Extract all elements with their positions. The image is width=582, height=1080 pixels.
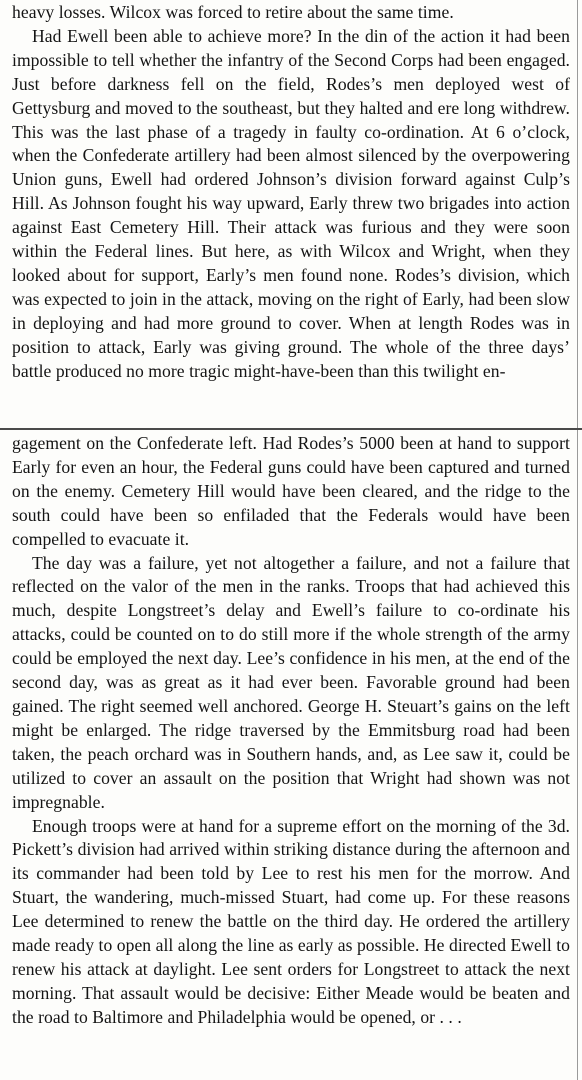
bottom-text-section [12,432,570,1030]
page-edge-rule [577,0,578,1080]
paragraph-failure: The day was a failure, yet not altogether a failure, and not a failure that reflected on the valor of the men in the ranks. Troops that had achieved this much, despite Longstreet’s delay and Ewell’s failure to co-ordinate his attacks, could be counted on to do still more if the whole strength of the army could be employed the next day. Lee’s confidence in his men, at the end of the second day, was as great as it had ever been. Favorable ground had been gained. The right seemed well anchored. George H. Steuart’s gains on the left might be enlarged. The ridge traversed by the Emmitsburg road had been taken, the peach orchard was in Southern hands, and, as Lee saw it, could be utilized to cover an assault on the position that Wright had shown was not impregnable. [12,552,570,812]
paragraph-ewell: Had Ewell been able to achieve more? In the din of the action it had been impossible to tell whether the infantry of the Second Corps had been engaged. Just before darkness fell on the field, Rodes’s men deployed west of Gettysburg and moved to the southeast, but they halted and ere long withdrew. This was the last phase of a tragedy in faulty co-ordination. At 6 o’clock, when the Confederate artillery had been almost silenced by the overpowering Union guns, Ewell had ordered Johnson’s division forward against Culp’s Hill. As Johnson fought his way upward, Early threw two brigades into action against East Cemetery Hill. Their attack was furious and they were soon within the Federal lines. But here, as with Wilcox and Wright, when they looked about for support, Early’s men found none. Rodes’s division, which was expected to join in the attack, moving on the right of Early, had been slow in deploying and had more ground to cover. When at length Rodes was in position to attack, Early was giving ground. The whole of the three days’ battle produced no more tragic might-have-been than this twilight en- [12,25,570,381]
top-text-section [12,0,570,384]
paragraph-continuation: heavy losses. Wilcox was forced to retire about the same time. [12,2,454,22]
paragraph-engagement: gagement on the Confederate left. Had Rodes’s 5000 been at hand to support Early for even an hour, the Federal guns could have been captured and turned on the enemy. Cemetery Hill would have been cleared, and the ridge to the south could have been so enfiladed that the Federals would have been compelled to evacuate it. [12,433,570,549]
paragraph-troops: Enough troops were at hand for a supreme effort on the morning of the 3d. Pickett’s division had arrived within striking distance during the afternoon and its commander had been told by Lee to rest his men for the morrow. And Stuart, the wandering, much-missed Stuart, had come up. For these reasons Lee determined to renew the battle on the third day. He ordered the artillery made ready to open all along the line as early as possible. He directed Ewell to renew his attack at daylight. Lee sent orders for Longstreet to attack the next morning. That assault would be decisive: Either Meade would be beaten and the road to Baltimore and Philadelphia would be opened, or . . . [12,815,571,1027]
scan-seam-divider [0,428,582,430]
